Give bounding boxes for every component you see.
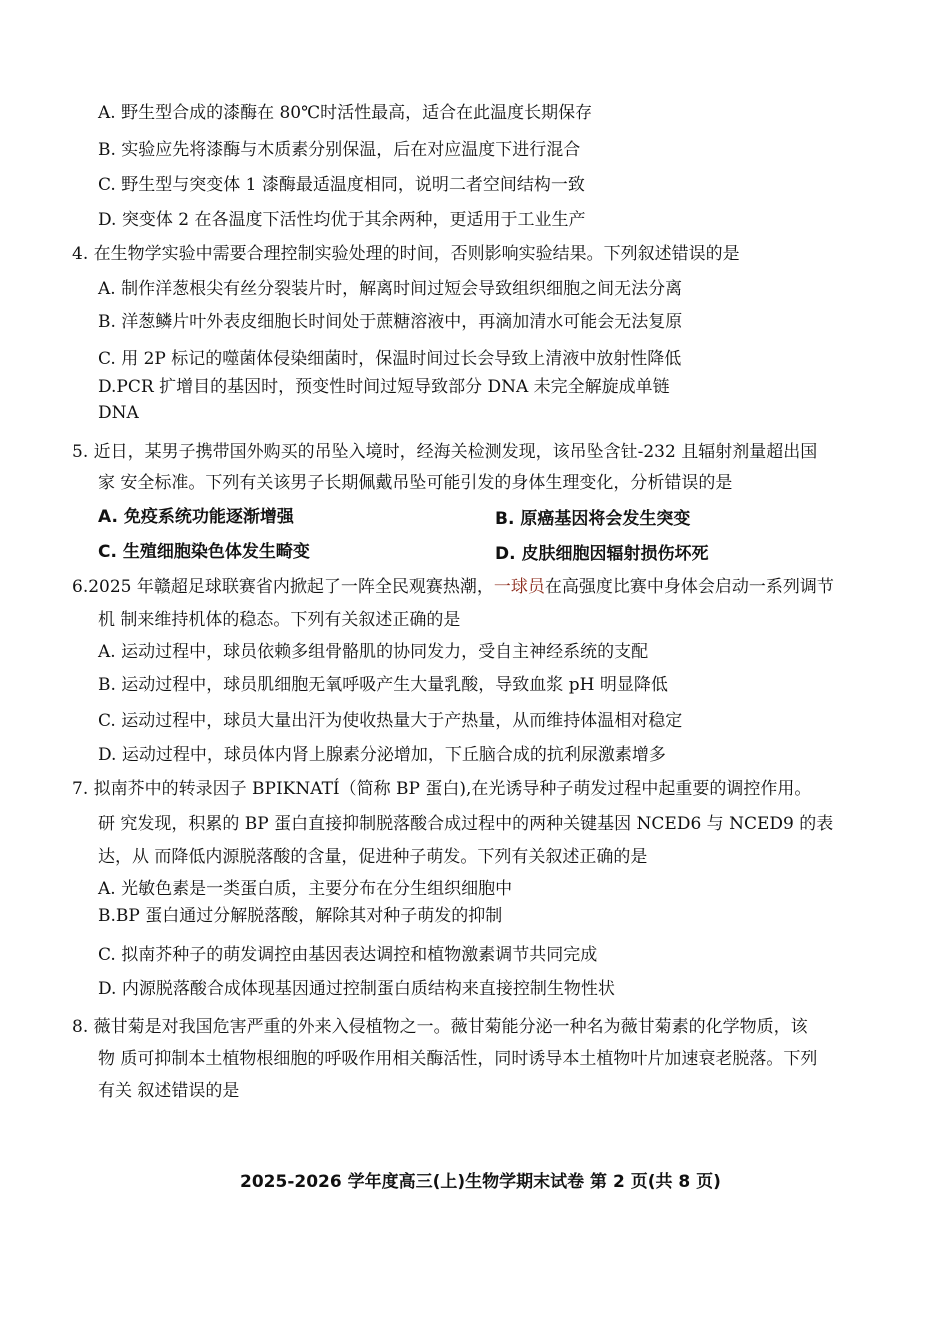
q5-option-b: B. 原癌基因将会发生突变 (495, 509, 691, 529)
q7-option-c: C. 拟南芥种子的萌发调控由基因表达调控和植物激素调节共同完成 (98, 945, 598, 965)
q8-stem-line2: 物 质可抑制本土植物根细胞的呼吸作用相关酶活性，同时诱导本土植物叶片加速衰老脱落。下列 (98, 1049, 818, 1069)
q6-stem-part1: 6.2025 年赣超足球联赛省内掀起了一阵全民观赛热潮， (72, 577, 494, 597)
q6-option-a: A. 运动过程中，球员依赖多组骨骼肌的协同发力，受自主神经系统的支配 (98, 642, 649, 662)
q8-stem-line3: 有关 叙述错误的是 (98, 1081, 240, 1101)
q5-option-c: C. 生殖细胞染色体发生畸变 (98, 542, 310, 562)
q8-stem-line1: 8. 薇甘菊是对我国危害严重的外来入侵植物之一。薇甘菊能分泌一种名为薇甘菊素的化学物质，该 (72, 1017, 808, 1037)
q4-option-b: B. 洋葱鳞片叶外表皮细胞长时间处于蔗糖溶液中，再滴加清水可能会无法复原 (98, 312, 683, 332)
q7-stem-line1: 7. 拟南芥中的转录因子 BPIKNATÍ（简称 BP 蛋白),在光诱导种子萌发过程中起重要的调控作用。 (72, 779, 812, 799)
q4-option-d-continuation: DNA (98, 403, 139, 423)
q4-option-c: C. 用 2P 标记的噬菌体侵染细菌时，保温时间过长会导致上清液中放射性降低 (98, 349, 682, 369)
q3-option-d: D. 突变体 2 在各温度下活性均优于其余两种，更适用于工业生产 (98, 210, 586, 230)
q6-stem-highlight: 一球员 (493, 577, 545, 597)
q6-stem-line1 (72, 576, 834, 598)
q3-option-c: C. 野生型与突变体 1 漆酶最适温度相同，说明二者空间结构一致 (98, 175, 585, 195)
q6-stem-part3: 在高强度比赛中身体会启动一系列调节 (544, 577, 834, 597)
q7-stem-line3: 达，从 而降低内源脱落酸的含量，促进种子萌发。下列有关叙述正确的是 (98, 847, 648, 867)
q5-option-d: D. 皮肤细胞因辐射损伤坏死 (495, 544, 709, 564)
q4-stem: 4. 在生物学实验中需要合理控制实验处理的时间，否则影响实验结果。下列叙述错误的是 (72, 244, 740, 264)
q7-option-d: D. 内源脱落酸合成体现基因通过控制蛋白质结构来直接控制生物性状 (98, 979, 615, 999)
q6-option-c: C. 运动过程中，球员大量出汗为使收热量大于产热量，从而维持体温相对稳定 (98, 711, 683, 731)
q4-option-d: D.PCR 扩增目的基因时，预变性时间过短导致部分 DNA 未完全解旋成单链 (98, 377, 670, 397)
q7-option-b: B.BP 蛋白通过分解脱落酸，解除其对种子萌发的抑制 (98, 906, 503, 926)
q6-stem-line2: 机 制来维持机体的稳态。下列有关叙述正确的是 (98, 610, 461, 630)
q6-option-d: D. 运动过程中，球员体内肾上腺素分泌增加，下丘脑合成的抗利尿激素增多 (98, 745, 666, 765)
q3-option-a: A. 野生型合成的漆酶在 80℃时活性最高，适合在此温度长期保存 (98, 103, 593, 123)
q3-option-b: B. 实验应先将漆酶与木质素分别保温，后在对应温度下进行混合 (98, 140, 581, 160)
q7-option-a: A. 光敏色素是一类蛋白质，主要分布在分生组织细胞中 (98, 879, 513, 899)
q5-stem-line1: 5. 近日，某男子携带国外购买的吊坠入境时，经海关检测发现，该吊坠含钍-232 且辐射剂量超出国 (72, 442, 818, 462)
page-footer: 2025-2026 学年度高三(上)生物学期末试卷 第 2 页(共 8 页) (240, 1172, 721, 1192)
q4-option-a: A. 制作洋葱根尖有丝分裂装片时，解离时间过短会导致组织细胞之间无法分离 (98, 279, 683, 299)
q6-option-b: B. 运动过程中，球员肌细胞无氧呼吸产生大量乳酸，导致血浆 pH 明显降低 (98, 675, 668, 695)
q5-stem-line2: 家 安全标准。下列有关该男子长期佩戴吊坠可能引发的身体生理变化，分析错误的是 (98, 473, 733, 493)
q5-option-a: A. 免疫系统功能逐渐增强 (98, 507, 294, 527)
q7-stem-line2: 研 究发现，积累的 BP 蛋白直接抑制脱落酸合成过程中的两种关键基因 NCED6 与 NCED9 的表 (98, 814, 834, 834)
